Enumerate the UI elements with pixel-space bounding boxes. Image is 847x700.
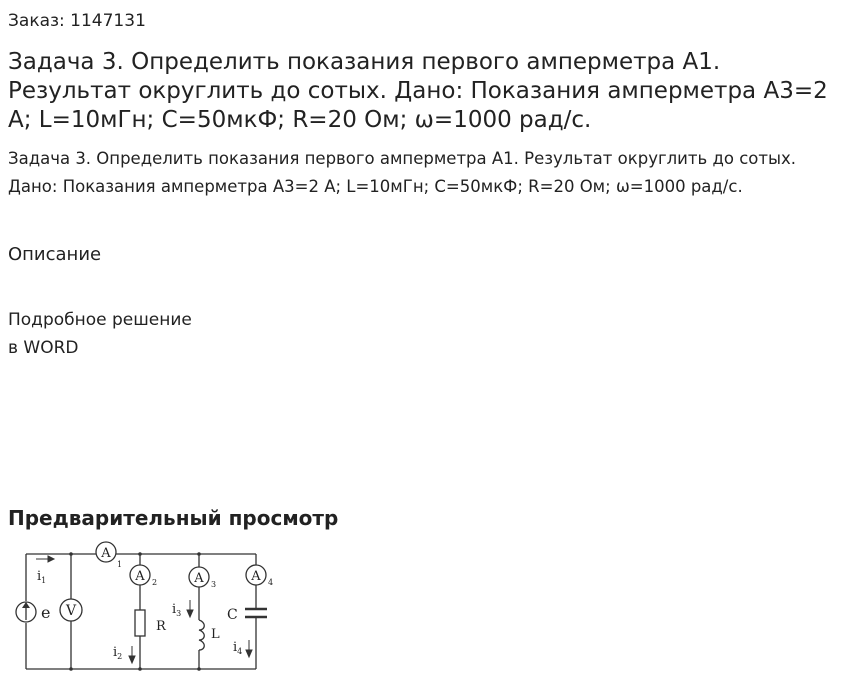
ammeter-a4-index: 4 (268, 578, 274, 587)
voltmeter (60, 599, 82, 621)
svg-text:A: A (194, 571, 204, 586)
current-arrow-i2 (129, 646, 135, 663)
ammeter-a1-index: 1 (117, 560, 123, 569)
ammeter-a2-index: 2 (152, 578, 158, 587)
task-title: Задача 3. Определить показания первого амперметра А1. Результат округлить до сотых. Дано: Показания амперметра А3=2 А; L=10мГн; С=50мкФ; R=20 Ом; ω=1000 рад/с. (8, 49, 828, 133)
svg-text:A: A (135, 569, 145, 584)
description-heading: Описание (8, 244, 102, 265)
current-i3-label: $i_3$ (172, 602, 182, 618)
order-number: Заказ: 1147131 (8, 11, 146, 31)
emf-source (16, 602, 36, 622)
source-label: e (41, 603, 51, 622)
voltmeter-letter: V (65, 603, 77, 619)
ammeter-a2 (130, 565, 157, 587)
solution-line-1: Подробное решение (8, 310, 192, 330)
inductor (199, 620, 204, 650)
ammeter-a4 (246, 565, 273, 587)
resistor (135, 610, 145, 636)
svg-text:A: A (101, 546, 111, 561)
circuit-diagram (8, 538, 288, 678)
current-i2-label: $i_2$ (113, 645, 123, 661)
current-i4-label: $i_4$ (233, 640, 243, 656)
resistor-label: R (156, 619, 166, 634)
current-arrow-i4 (246, 640, 252, 657)
inductor-label: L (211, 627, 220, 642)
current-arrow-i3 (187, 600, 193, 617)
preview-heading: Предварительный просмотр (8, 506, 339, 530)
ammeter-a3 (189, 567, 216, 589)
solution-note (8, 306, 192, 362)
solution-line-2: в WORD (8, 338, 79, 358)
ammeter-a1 (96, 542, 122, 569)
task-description: Задача 3. Определить показания первого амперметра А1. Результат округлить до сотых. Дано: Показания амперметра А3=2 А; L=10мГн; С=50мкФ; R=20 Ом; ω=1000 рад/с. (8, 149, 797, 196)
capacitor-label: C (227, 607, 238, 623)
current-i1-label: $i_1$ (37, 569, 47, 585)
svg-text:A: A (251, 569, 261, 584)
ammeter-a3-index: 3 (211, 580, 217, 589)
capacitor (245, 609, 267, 617)
current-arrow-i1 (36, 556, 54, 562)
